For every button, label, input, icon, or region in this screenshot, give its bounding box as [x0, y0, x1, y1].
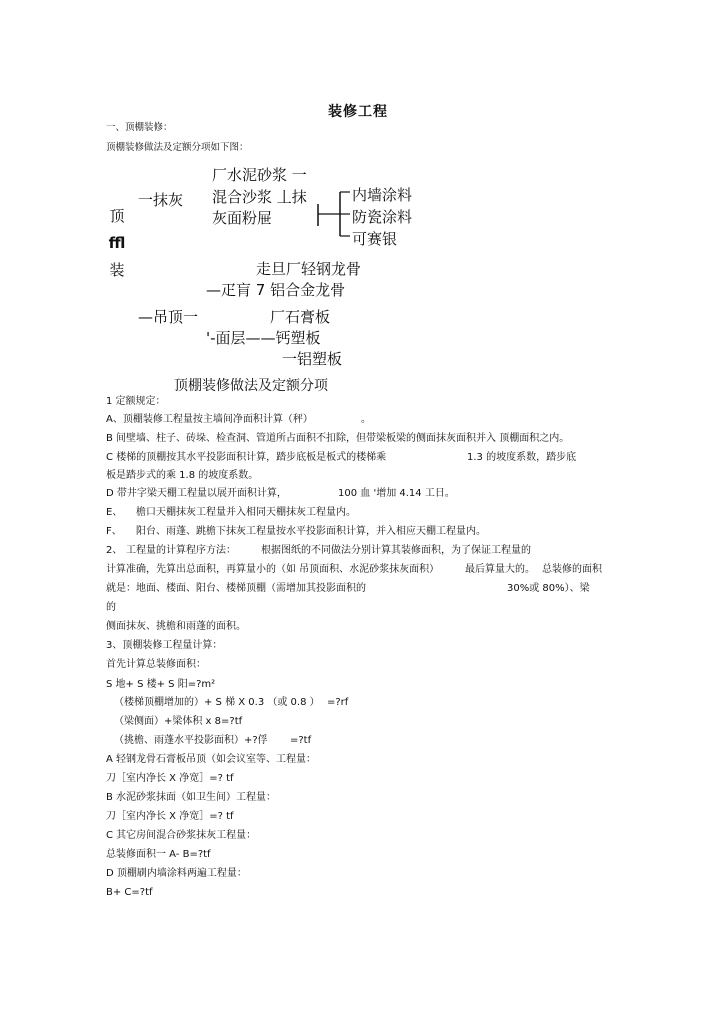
- vertical-label-top: 顶: [109, 207, 125, 225]
- section-2-marker: 2、: [106, 545, 123, 556]
- section-2-line3: 就是：地面、楼面、阳台、楼梯顶棚（需增加其投影面积的: [106, 583, 366, 594]
- formula-total: S 地+ S 楼+ S 阳=?m²: [106, 679, 216, 690]
- rule-a-end: 。: [361, 414, 371, 425]
- item-c-formula: 总装修面积一 A- B=?tf: [106, 849, 211, 860]
- total-area-heading: 首先计算总装修面积：: [106, 659, 206, 670]
- rule-e: 檐口天棚抹灰工程量并入相同天棚抹灰工程量内。: [136, 507, 356, 518]
- item-b-heading: B 水泥砂浆抹面（如卫生间）工程量：: [106, 792, 277, 803]
- rule-c-cont: 1.3 的坡度系数，踏步底: [467, 452, 577, 463]
- formula-eaves: （挑檐、雨蓬水平投影面积）+?俘: [114, 735, 268, 746]
- paint-type-kesaiyin: 可赛银: [352, 230, 398, 248]
- item-b-formula: 刀［室内净长 X 净宽］=? tf: [106, 811, 234, 822]
- paint-type-interior: 内墙涂料: [352, 186, 413, 204]
- section-2-line4: 的: [106, 602, 116, 613]
- item-a-formula: 刀［室内净长 X 净宽］=? tf: [106, 773, 234, 784]
- keel-type-light-steel: 走旦厂轻钢龙骨: [256, 260, 362, 278]
- document-title: 装修工程: [328, 104, 388, 120]
- section-2-line2: 计算准确，先算出总面积，再算量小的（如 吊顶面积、水泥砂浆抹灰面积）: [106, 564, 440, 575]
- rule-f: 阳台、雨蓬、跳檐下抹灰工程量按水平投影面积计算，并入相应天棚工程量内。: [136, 526, 486, 537]
- suspended-ceiling-branch-label: —吊顶一: [138, 308, 199, 326]
- paint-type-porcelain: 防瓷涂料: [352, 208, 413, 226]
- rule-f-marker: F、: [106, 526, 122, 537]
- rule-e-marker: E、: [106, 507, 123, 518]
- board-type-gypsum: 厂石膏板: [270, 308, 331, 326]
- section-3-heading: 3、顶棚装修工程量计算：: [106, 640, 223, 651]
- section-2-text: 根据图纸的不同做法分别计算其装修面积，为了保证工程量的: [261, 545, 531, 556]
- section-heading: 一、顶棚装修：: [106, 122, 173, 133]
- item-a-heading: A 轻钢龙骨石膏板吊顶（如会议室等、工程量：: [106, 754, 317, 765]
- rule-d-cont: 100 血 '增加 4.14 工日。: [338, 488, 455, 499]
- board-type-calcium-plastic: '-面层——钙塑板: [206, 329, 321, 347]
- board-type-aluminum-plastic: 一铝塑板: [282, 350, 343, 368]
- item-d-formula: B+ C=?tf: [106, 887, 153, 898]
- section-2-line3-cont: 30%或 80%）、梁: [507, 583, 590, 594]
- plaster-type-cement: 厂水泥砂浆 一: [212, 166, 307, 184]
- intro-text: 顶棚装修做法及定额分项如下图：: [106, 142, 249, 153]
- section-2-line5: 侧面抹灰、挑檐和雨蓬的面积。: [106, 621, 246, 632]
- section-2-heading: 工程量的计算程序方法：: [126, 545, 236, 556]
- section-2-line2-cont: 最后算量大的。: [465, 564, 535, 575]
- item-c-heading: C 其它房间混合砂浆抹灰工程量：: [106, 830, 257, 841]
- rule-c-line2: 板是踏步式的乘 1.8 的坡度系数。: [106, 470, 259, 481]
- vertical-label-middle: ffl: [108, 234, 126, 252]
- plaster-type-lime: 灰面粉屉: [212, 209, 273, 227]
- section-2-line2-end: 总装修的面积: [542, 564, 602, 575]
- formula-stairs-result: =?rf: [327, 697, 349, 708]
- rules-heading: 1 定额规定：: [106, 396, 166, 407]
- item-d-heading: D 顶棚刷内墙涂料两遍工程量：: [106, 868, 247, 879]
- diagram-caption: 顶棚装修做法及定额分项: [174, 378, 328, 394]
- rule-d: D 带井字梁天棚工程量以展开面积计算，: [106, 488, 287, 499]
- rule-c: C 楼梯的顶棚按其水平投影面积计算，踏步底板是板式的楼梯乘: [106, 452, 387, 463]
- formula-eaves-result: =?tf: [290, 735, 312, 746]
- rule-a: A、顶棚装修工程量按主墙间净面积计算（秤）: [106, 414, 313, 425]
- rule-b: B 间壁墙、柱子、砖垛、检查洞、管道所占面积不扣除，但带梁板梁的侧面抹灰面积并入 顶棚面积之内。: [106, 433, 570, 444]
- plastering-branch-label: 一抹灰: [138, 191, 184, 209]
- formula-stairs: （楼梯顶棚增加的）+ S 梯 X 0.3 （或 0.8 ）: [114, 697, 320, 708]
- vertical-label-bottom: 装: [109, 261, 125, 279]
- keel-type-aluminum: —疋肓 7 铝合金龙骨: [206, 281, 346, 299]
- plaster-type-mixed: 混合沙浆 丄抹: [212, 188, 307, 206]
- formula-beams: （梁侧面）+梁体积 x 8=?tf: [114, 716, 243, 727]
